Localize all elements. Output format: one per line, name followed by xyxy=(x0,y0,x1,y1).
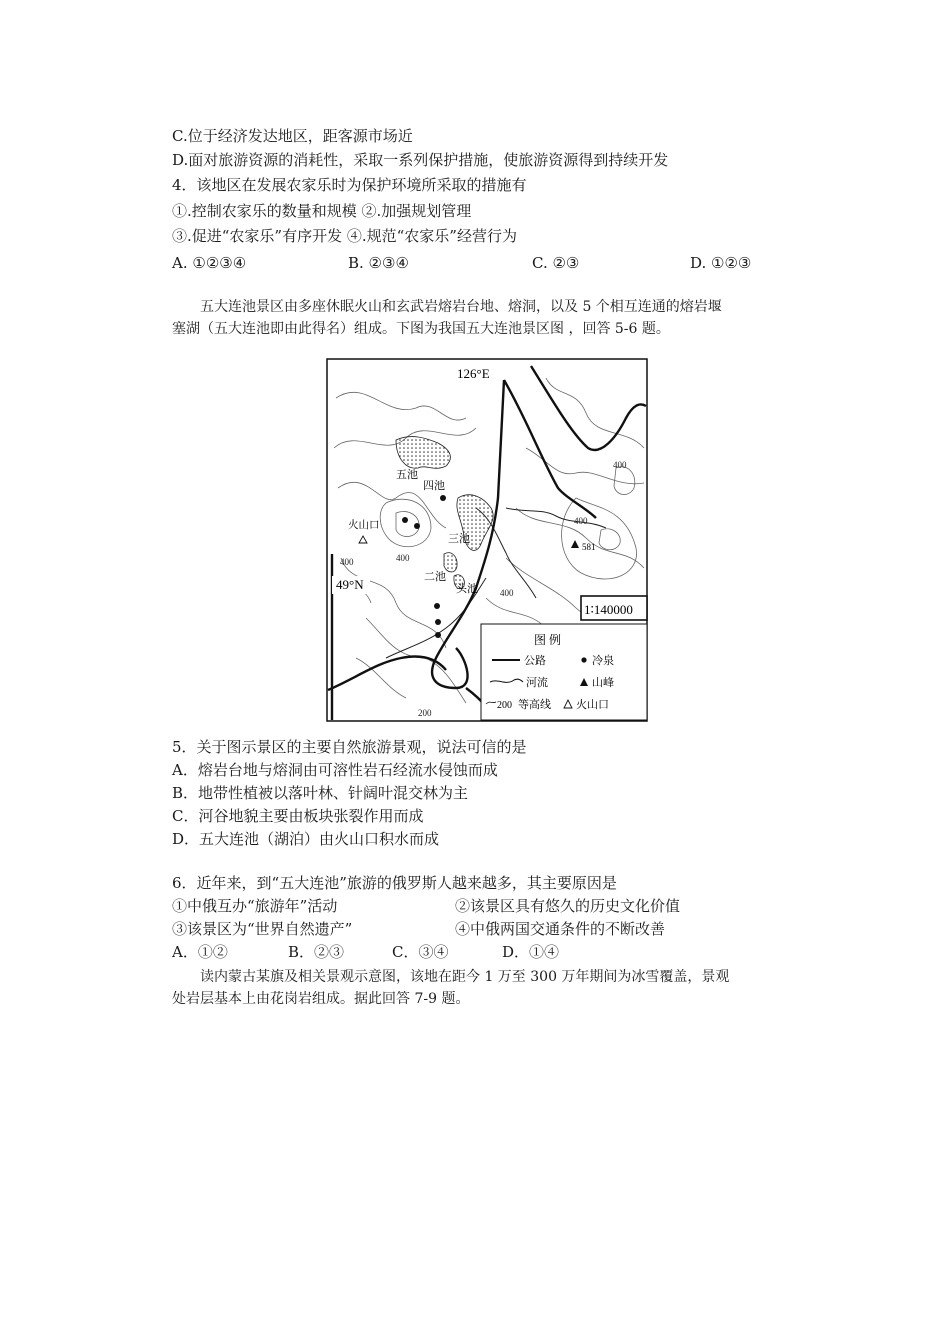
legend-title: 图 例 xyxy=(534,633,562,647)
q4-items-row1: ①.控制农家乐的数量和规模 ②.加强规划管理 xyxy=(172,202,472,220)
q6-stem: 6．近年来，到“五大连池”旅游的俄罗斯人越来越多，其主要原因是 xyxy=(172,874,617,892)
legend-contour-sample: 200 xyxy=(497,700,512,711)
q5-stem: 5．关于图示景区的主要自然旅游景观，说法可信的是 xyxy=(172,738,527,756)
lake-label-wuchi: 五池 xyxy=(396,469,418,481)
q4-option-b: B. ②③④ xyxy=(348,254,409,272)
svg-text:400: 400 xyxy=(613,460,627,470)
q5-option-b: B．地带性植被以落叶林、针阔叶混交林为主 xyxy=(172,784,469,802)
svg-text:400: 400 xyxy=(574,516,588,526)
spring-1 xyxy=(402,517,408,523)
spring-3 xyxy=(440,495,446,501)
wudalianchi-map xyxy=(326,358,648,722)
q4-option-c: C. ②③ xyxy=(532,254,580,272)
legend xyxy=(481,624,647,720)
intro-5-6-line1: 五大连池景区由多座休眠火山和玄武岩熔岩台地、熔洞，以及 5 个相互连通的熔岩堰 xyxy=(200,299,722,315)
legend-spring-symbol xyxy=(581,657,586,662)
lake-label-sanchi: 三池 xyxy=(448,533,470,545)
intro-7-9-line2: 处岩层基本上由花岗岩组成。据此回答 7-9 题。 xyxy=(172,991,470,1007)
intro-5-6 xyxy=(172,296,812,340)
svg-text:400: 400 xyxy=(500,588,514,598)
q6-option-a: A．①② xyxy=(172,943,228,961)
svg-text:400: 400 xyxy=(340,557,354,567)
q6-item-4: ④中俄两国交通条件的不断改善 xyxy=(455,920,666,938)
latitude-label: 49°N xyxy=(336,577,364,592)
legend-crater: 火山口 xyxy=(576,699,609,711)
svg-text:200: 200 xyxy=(418,708,432,718)
q5-option-a: A．熔岩台地与熔洞由可溶性岩石经流水侵蚀而成 xyxy=(172,761,498,779)
legend-peak: 山峰 xyxy=(592,677,614,689)
q3-option-d: D.面对旅游资源的消耗性，采取一系列保护措施，使旅游资源得到持续开发 xyxy=(172,151,669,169)
spring-5 xyxy=(435,619,441,625)
spring-2 xyxy=(414,523,420,529)
legend-spring: 冷泉 xyxy=(592,655,614,667)
legend-road: 公路 xyxy=(524,655,546,667)
q3-option-c: C.位于经济发达地区，距客源市场近 xyxy=(172,127,413,145)
lake-label-sichi: 四池 xyxy=(423,480,445,492)
q4-items-row2: ③.促进“农家乐”有序开发 ④.规范“农家乐”经营行为 xyxy=(172,227,517,245)
q6-item-2: ②该景区具有悠久的历史文化价值 xyxy=(455,897,681,915)
spring-4 xyxy=(434,603,440,609)
q6-item-1: ①中俄互办“旅游年”活动 xyxy=(172,897,338,915)
q6-option-b: B．②③ xyxy=(288,943,345,961)
peak-elevation: 581 xyxy=(582,542,596,552)
intro-7-9-line1: 读内蒙古某旗及相关景观示意图，该地在距今 1 万至 300 万年期间为冰雪覆盖，景观 xyxy=(200,969,730,985)
intro-7-9 xyxy=(172,966,812,1010)
spring-6 xyxy=(435,632,441,638)
legend-contour: 等高线 xyxy=(518,699,551,711)
q6-item-3: ③该景区为“世界自然遗产” xyxy=(172,920,353,938)
svg-text:400: 400 xyxy=(396,553,410,563)
q5-option-d: D．五大连池（湖泊）由火山口积水而成 xyxy=(172,830,440,848)
q4-option-d: D. ①②③ xyxy=(690,254,752,272)
crater-label: 火山口 xyxy=(348,520,380,531)
legend-river: 河流 xyxy=(526,677,548,689)
q6-option-c: C．③④ xyxy=(392,943,449,961)
lake-label-touchi: 头池 xyxy=(456,583,478,595)
q4-option-a: A. ①②③④ xyxy=(172,254,247,272)
lake-label-erchi: 二池 xyxy=(424,571,446,583)
scale-label: 1∶140000 xyxy=(584,602,633,617)
intro-5-6-line2: 塞湖（五大连池即由此得名）组成。下图为我国五大连池景区图 ，回答 5-6 题。 xyxy=(172,321,670,337)
q4-stem: 4．该地区在发展农家乐时为保护环境所采取的措施有 xyxy=(172,176,527,194)
longitude-label: 126°E xyxy=(457,366,490,381)
q6-option-d: D．①④ xyxy=(502,943,560,961)
q5-option-c: C．河谷地貌主要由板块张裂作用而成 xyxy=(172,807,424,825)
